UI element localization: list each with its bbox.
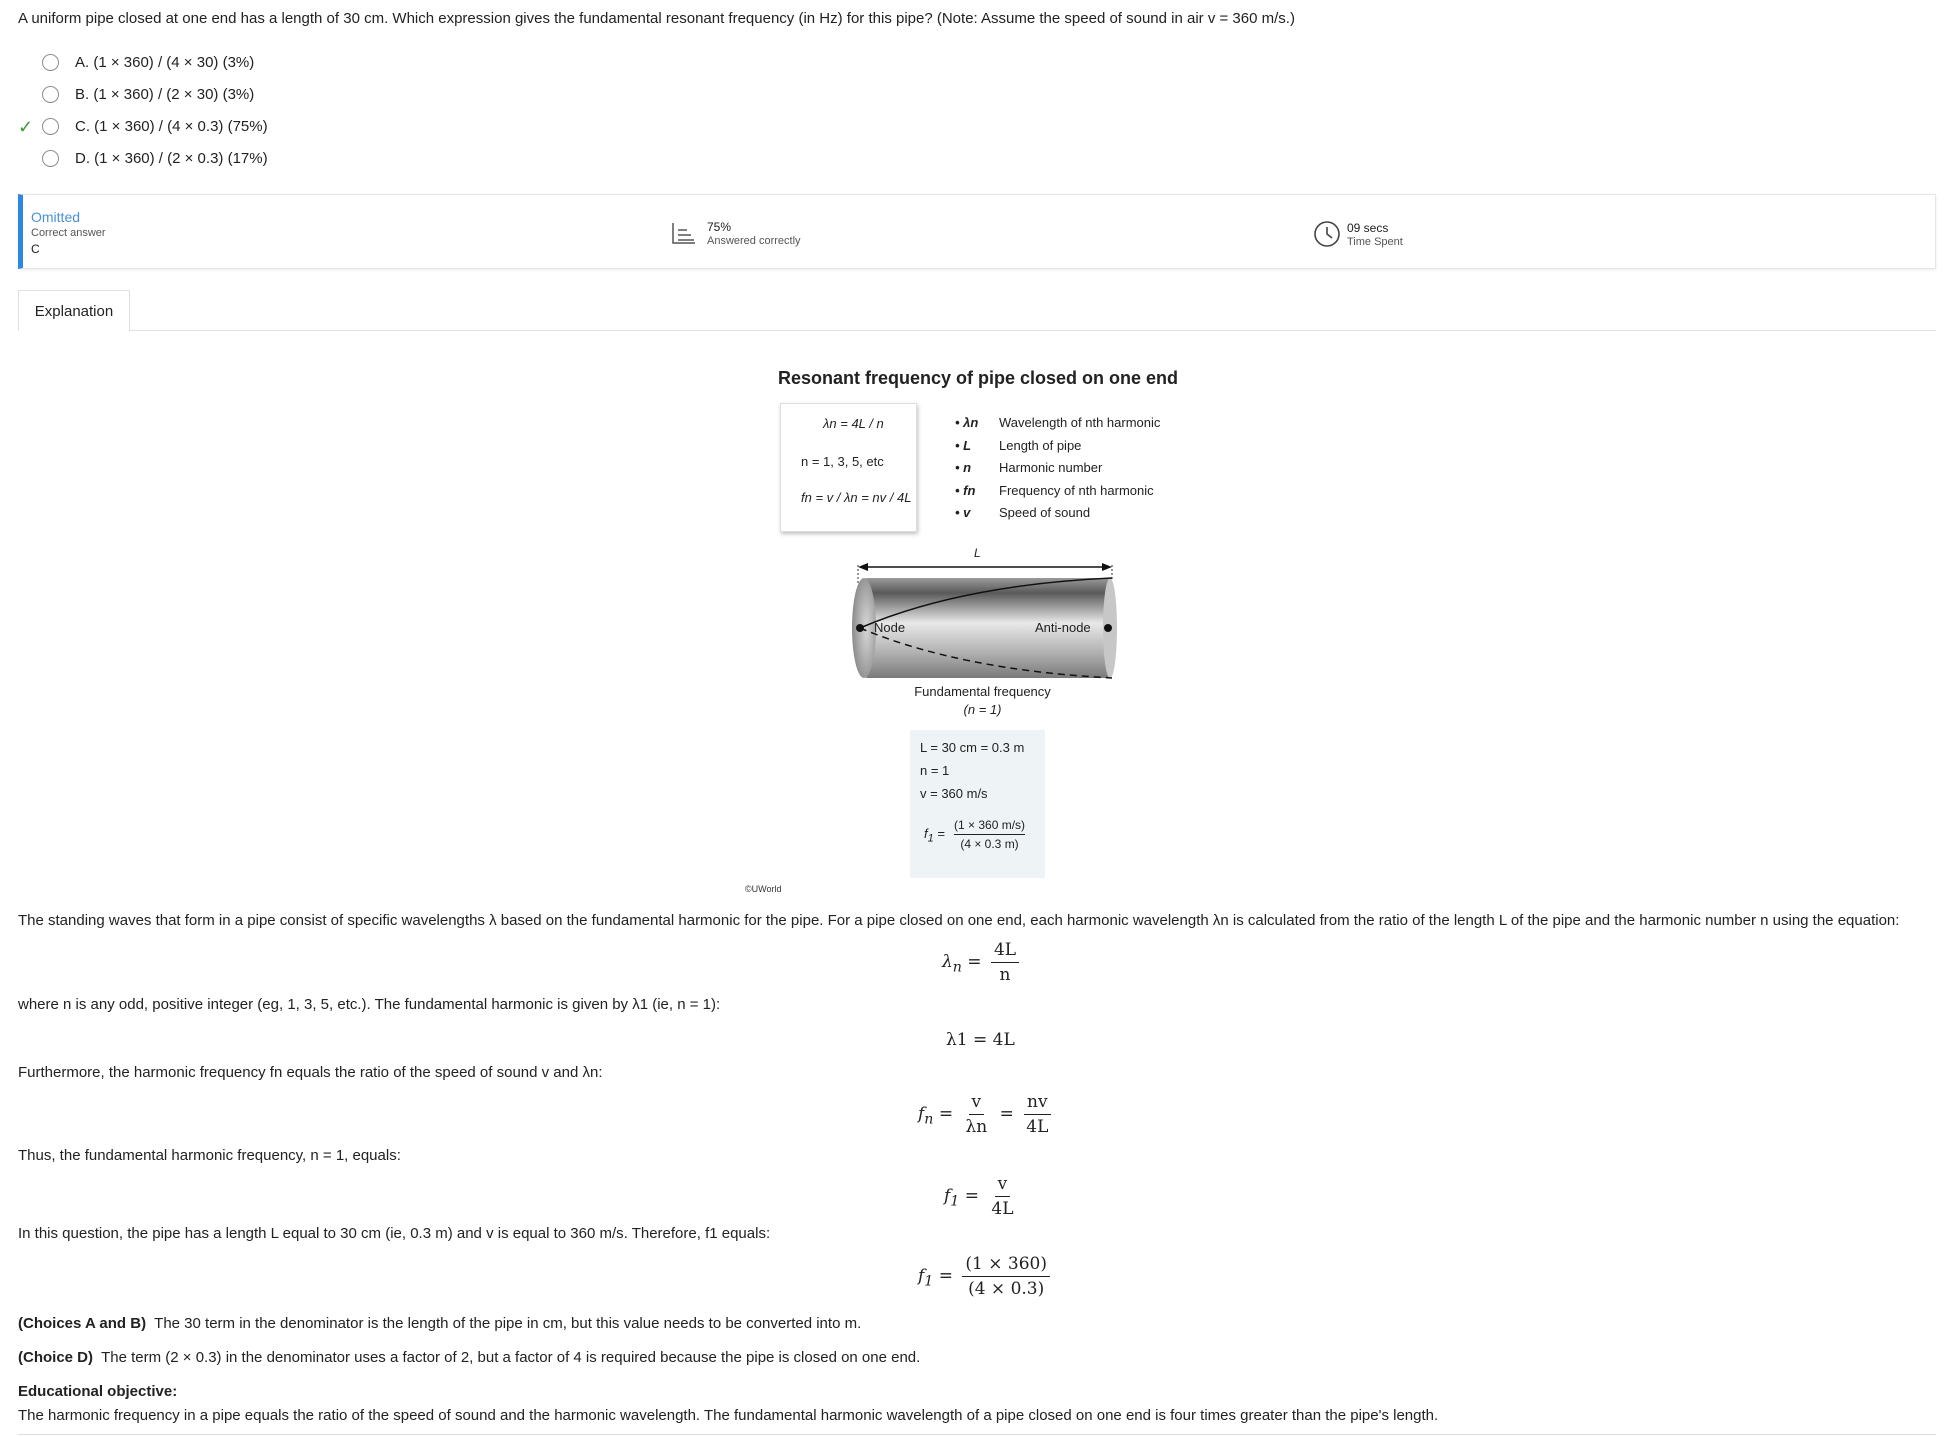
- stats-panel: [18, 194, 1936, 269]
- bar-chart-icon: [671, 221, 697, 245]
- equation-lambda-n: $\lambda_n$ = $\frac{4L}{n}$: [942, 940, 1023, 985]
- calculation-box: [910, 730, 1045, 878]
- equation-f1: $f_1$ = $\frac{v}{4L}$: [944, 1174, 1020, 1219]
- tab-explanation[interactable]: Explanation: [18, 290, 130, 331]
- radio-d[interactable]: [42, 150, 59, 167]
- correct-answer-value: C: [31, 242, 40, 256]
- eq5-numerator: (1 × 360): [962, 1254, 1050, 1277]
- eq3-denominator-2: 4L: [1026, 1117, 1049, 1137]
- choice-a-label: A. (1 × 360) / (4 × 30) (3%): [75, 54, 255, 71]
- choice-d-text: The term (2 × 0.3) in the denominator uses a factor of 2, but a factor of 4 is required because the pipe is closed on one end.: [101, 1349, 921, 1366]
- calc-f-numerator: (1 × 360 m/s): [954, 818, 1025, 835]
- eq1-denominator: n: [999, 965, 1011, 985]
- formula-box: [780, 403, 917, 532]
- question-text: A uniform pipe closed at one end has a length of 30 cm. Which expression gives the fundamental resonant frequency (in Hz) for this pipe? (Note: Assume the speed of sound in air v = 360 m/s.): [18, 10, 1295, 27]
- eq3-numerator-1: v: [969, 1092, 985, 1115]
- percent-correct-label: Answered correctly: [707, 235, 801, 247]
- bottom-divider: [18, 1434, 1936, 1435]
- objective-title: Educational objective:: [18, 1383, 178, 1400]
- time-spent: 09 secs: [1347, 221, 1389, 235]
- figure-caption: Fundamental frequency: [914, 684, 1051, 699]
- percent-correct: 75%: [707, 220, 732, 234]
- node-label: Node: [874, 620, 906, 635]
- legend-item: • fn Frequency of nth harmonic: [955, 482, 1154, 498]
- choices-ab-text: The 30 term in the denominator is the length of the pipe in cm, but this value needs to be converted into m.: [154, 1315, 862, 1332]
- antinode-label: Anti-node: [1035, 620, 1091, 635]
- legend-item: • λn Wavelength of nth harmonic: [955, 415, 1161, 430]
- eq1-numerator: 4L: [991, 940, 1019, 963]
- objective-text: The harmonic frequency in a pipe equals the ratio of the speed of sound and the harmonic wavelength. The fundamental harmonic wavelength of a pipe closed on one end is four times greater than the pipe's length.: [18, 1407, 1439, 1424]
- tab-divider: [130, 330, 1936, 331]
- eq3-denominator-1: λn: [965, 1117, 988, 1137]
- legend-item: • L Length of pipe: [955, 437, 1082, 453]
- radio-a[interactable]: [42, 54, 59, 71]
- choices-ab-label: (Choices A and B): [18, 1315, 147, 1332]
- calc-length: L = 30 cm = 0.3 m: [920, 740, 1025, 755]
- explanation-paragraph-1: The standing waves that form in a pipe consist of specific wavelengths λ based on the fundamental harmonic for the pipe. For a pipe closed on one end, each harmonic wavelength λn is calculated from the ratio of the length L of the pipe and the harmonic number n using the equation:: [18, 912, 1900, 929]
- choice-b[interactable]: [42, 86, 254, 103]
- eq3-numerator-2: nv: [1024, 1092, 1051, 1115]
- correct-answer-label: Correct answer: [31, 227, 106, 239]
- eq5-denominator: (4 × 0.3): [968, 1279, 1045, 1299]
- explanation-paragraph-4: Thus, the fundamental harmonic frequency, n = 1, equals:: [18, 1147, 401, 1164]
- calc-n: n = 1: [920, 763, 950, 778]
- calc-f-label: $f_1$ =: [924, 826, 945, 845]
- choice-d[interactable]: [42, 150, 268, 167]
- choice-c-label: C. (1 × 360) / (4 × 0.3) (75%): [75, 118, 268, 135]
- figure-caption-n: (n = 1): [963, 702, 1002, 717]
- choice-d-label: (Choice D): [18, 1349, 93, 1366]
- figure-title: Resonant frequency of pipe closed on one end: [777, 368, 1179, 388]
- choice-c[interactable]: [42, 118, 268, 135]
- legend-item: • v Speed of sound: [955, 505, 1091, 520]
- pipe-length-label: L: [974, 546, 981, 560]
- eq4-numerator: v: [995, 1174, 1011, 1197]
- legend-item: • n Harmonic number: [955, 460, 1103, 475]
- choice-b-label: B. (1 × 360) / (2 × 30) (3%): [75, 86, 255, 103]
- explanation-paragraph-3: Furthermore, the harmonic frequency fn equals the ratio of the speed of sound v and λn:: [18, 1064, 603, 1081]
- choice-d-explanation: [18, 1349, 920, 1366]
- radio-b[interactable]: [42, 86, 59, 103]
- explanation-paragraph-2: where n is any odd, positive integer (eg, 1, 3, 5, etc.). The fundamental harmonic is given by λ1 (ie, n = 1):: [18, 996, 721, 1013]
- formula-n: n = 1, 3, 5, etc: [801, 454, 884, 469]
- explanation-paragraph-5: In this question, the pipe has a length L equal to 30 cm (ie, 0.3 m) and v is equal to 360 m/s. Therefore, f1 equals:: [18, 1225, 771, 1242]
- checkmark-icon: ✓: [18, 117, 34, 137]
- calc-f-fraction: [954, 818, 1025, 851]
- radio-c[interactable]: [42, 118, 59, 135]
- formula-f: fn = v / λn = nv / 4L: [801, 490, 912, 505]
- choice-a[interactable]: [42, 54, 254, 71]
- clock-icon: [1313, 220, 1341, 248]
- copyright: ©UWorld: [745, 884, 782, 894]
- equation-lambda-1: λ1 = 4L: [946, 1030, 1015, 1050]
- choices-ab-explanation: [18, 1315, 861, 1332]
- eq4-denominator: 4L: [991, 1199, 1014, 1219]
- figure-legend: [955, 412, 1160, 525]
- equation-fn: $f_n$ = $\frac{v}{\lambda n}$ = $\frac{nv}{4L}$: [918, 1092, 1055, 1137]
- time-spent-label: Time Spent: [1347, 236, 1403, 248]
- status-omitted: Omitted: [31, 209, 81, 225]
- formula-lambda: λn = 4L / n: [823, 416, 884, 431]
- choice-d-label: D. (1 × 360) / (2 × 0.3) (17%): [75, 150, 268, 167]
- calc-v: v = 360 m/s: [920, 786, 988, 801]
- calc-f-denominator: (4 × 0.3 m): [960, 837, 1019, 851]
- equation-f1-values: $f_1$ = $\frac{(1 \times 360)}{(4 \times 0.3)}$: [918, 1254, 1054, 1299]
